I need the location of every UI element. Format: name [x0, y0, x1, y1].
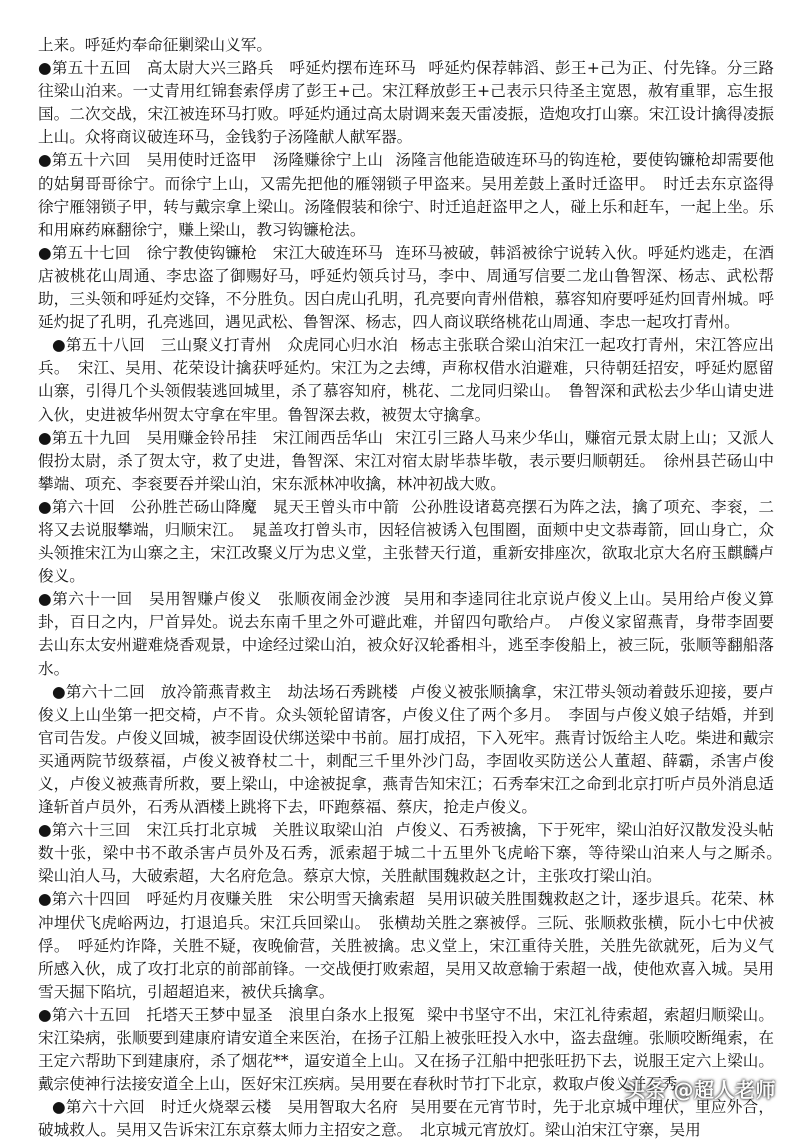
chapter-body: 吴用和李逵同往北京说卢俊义上山。吴用给卢俊义算卦，百日之内，尸首异处。说去东南千里之外可避此难，并留四句歌给卢。 卢俊义家留燕青，身带李固要去山东太安州避难烧香观景，中途经过梁山泊，被众好汉轮番相斗，逃至李俊船上，被三阮，张顺等翻船落水。: [38, 590, 774, 678]
chapter-body: 公孙胜设诸葛亮摆石为阵之法，擒了项充、李衮，二将又去说服攀端，归顺宋江。 晁盖攻打曾头市，因轻信被诱入包围圈，面颊中史文恭毒箭，回山身亡，众头领推宋江为山寨之主，宋江改聚义厅为忠义堂，主张替天行道，重新安排座次，欲取北京大名府玉麒麟卢俊义。: [38, 497, 774, 586]
chapter-paragraph: [38, 427, 774, 496]
chapter-body: 杨志主张联合梁山泊宋江一起攻打青州，宋江答应出兵。 宋江、吴用、花荣设计擒获呼延灼。宋江为之去缚，声称权借水泊避难，只待朝廷招安，呼延灼愿留山寨，引得几个头领假装逃回城里，杀了慕容知府，桃花、二龙同归梁山。 鲁智深和武松去少华山请史进入伙，史进被华州贺太守拿在牢里。鲁智深去救，被贺太守擒拿。: [38, 336, 774, 424]
chapter-paragraph: [38, 149, 774, 241]
bullet-icon: ●: [38, 497, 52, 516]
chapter-body: 卢俊义、石秀被擒，下于死牢，梁山泊好汉散发没头帖数十张，梁中书不敢杀害卢员外及石秀，派索超于城二十五里外飞虎峪下寨，等待梁山泊来人与之厮杀。 梁山泊人马，大破索超，大名府危急。蔡京大惊，关胜献围魏救赵之计，主张攻打梁山泊。: [38, 821, 790, 886]
chapter-paragraph: [38, 242, 774, 334]
bullet-icon: ●: [38, 59, 52, 78]
chapter-paragraph: [38, 681, 774, 820]
bullet-icon: ●: [38, 151, 52, 170]
intro-paragraph: 上来。呼延灼奉命征剿梁山义军。: [38, 36, 272, 54]
chapter-paragraph: [38, 57, 774, 149]
chapter-body: 连环马被破，韩滔被徐宁说转入伙。呼延灼逃走，在酒店被桃花山周通、李忠盗了御赐好马，呼延灼领兵讨马，李中、周通写信要二龙山鲁智深、杨志、武松帮助，三头领和呼延灼交锋，不分胜负。因白虎山孔明，孔亮要向青州借粮，慕容知府要呼延灼回青州城。呼延灼捉了孔明，孔亮逃回，遇见武松、鲁智深、杨志，四人商议联络桃花山周通、李忠一起攻打青州。: [38, 243, 774, 332]
chapter-title: 第五十六回 吴用使时迁盗甲 汤隆赚徐宁上山: [51, 151, 384, 170]
chapter-list: [38, 57, 790, 1142]
chapter-title: 第五十八回 三山聚义打青州 众虎同心归水泊: [65, 336, 399, 355]
chapter-body: 汤隆言他能造破连环马的钩连枪，要使钩镰枪却需要他的姑舅哥哥徐宁。而徐宁上山，又需先把他的雁翎锁子甲盗来。吴用差鼓上蚤时迁盗甲。 时迁去东京盗得徐宁雁翎锁子甲，转与戴宗拿上梁山。汤隆假装和徐宁、时迁追赶盗甲之人，碰上乐和赶车，一起上坐。乐和用麻药麻翻徐宁，赚上梁山，教习钩镰枪法。: [38, 151, 774, 239]
bullet-icon: ●: [52, 336, 66, 355]
chapter-title: 第五十五回 高太尉大兴三路兵 呼延灼摆布连环马: [51, 59, 417, 78]
chapter-title: 第六十回 公孙胜芒砀山降魔 晁天王曾头市中箭: [51, 497, 399, 516]
chapter-paragraph: [38, 888, 774, 1003]
chapter-title: 第六十三回 宋江兵打北京城 关胜议取梁山泊: [51, 821, 384, 840]
chapter-title: 第六十一回 吴用智赚卢俊义 张顺夜闹金沙渡: [52, 590, 391, 609]
chapter-title: 第六十五回 托塔天王梦中显圣 浪里白条水上报冤: [51, 1005, 415, 1024]
bullet-icon: ●: [38, 243, 52, 262]
chapter-title: 第六十六回 时迁火烧翠云楼 吴用智取大名府: [65, 1098, 399, 1117]
bullet-icon: ●: [38, 428, 52, 447]
chapter-body: 卢俊义被张顺擒拿，宋江带头领动着鼓乐迎接，要卢俊义上山坐第一把交椅，卢不肯。众头领轮留请客，卢俊义住了两个多月。 李固与卢俊义娘子结婚，并到官司告发。卢俊义回城，被李固设伏绑送梁中书前。屈打成招，下入死牢。燕青讨饭给主人吃。柴进和戴宗买通两院节级蔡福，卢俊义被脊杖二十，刺配三千里外沙门岛，李固收买防送公人董超、薛霸，杀害卢俊义，卢俊义被燕青所救，要上梁山，中途被捉拿，燕青告知宋江；石秀奉宋江之命到北京打听卢员外消息适逢斩首卢员外，石秀从酒楼上跳将下去，吓跑蔡福、蔡庆，抢走卢俊义。: [38, 682, 774, 817]
chapter-paragraph: [38, 334, 774, 426]
bullet-icon: ●: [52, 682, 66, 701]
chapter-body: 吴用要在元宵节时，先于北京城中埋伏，里应外合，破城救人。吴用又告诉宋江东京蔡太师力主招安之意。 北京城元宵放灯。梁山泊宋江守寨，吴用: [38, 1098, 774, 1140]
chapter-title: 第六十二回 放冷箭燕青救主 劫法场石秀跳楼: [65, 682, 399, 701]
chapter-title: 第五十七回 徐宁教使钩镰枪 宋江大破连环马: [51, 243, 384, 262]
bullet-icon: ●: [38, 590, 53, 609]
chapter-body: 吴用识破关胜围魏救赵之计，逐步退兵。花荣、林冲埋伏飞虎峪两边，打退追兵。宋江兵回梁山。 张横劫关胜之寨被俘。三阮、张顺救张横，阮小七中伏被俘。 呼延灼诈降，关胜不疑，夜晚偷营，关胜被擒。忠义堂上，宋江重待关胜，关胜先欲就死，后为义气所感入伙，成了攻打北京的前部前锋。一交战便打败索超，吴用又故意输于索超一战，使他欢喜入城。吴用雪天掘下陷坑，引超超追来，被伏兵擒拿。: [38, 890, 774, 1001]
chapter-paragraph: [38, 588, 774, 680]
chapter-title: 第六十四回 呼延灼月夜赚关胜 宋公明雪天擒索超: [51, 890, 415, 909]
bullet-icon: ●: [38, 890, 52, 909]
chapter-paragraph: [38, 496, 774, 588]
bullet-icon: ●: [38, 821, 52, 840]
chapter-title: 第五十九回 吴用赚金铃吊挂 宋江闹西岳华山: [51, 428, 384, 447]
document-page: [38, 34, 790, 1143]
bullet-icon: ●: [38, 1005, 52, 1024]
chapter-paragraph: [38, 1096, 774, 1142]
chapter-body: 梁中书坚守不出，宋江礼待索超，索超归顺梁山。宋江染病，张顺要到建康府请安道全来医治，在扬子江船上被张旺投入水中，盗去盘缠。张顺咬断绳索，在王定六帮助下到建康府，杀了烟花**，逼安道全上山。又在扬子江船中把张旺扔下去，说服王定六上梁山。戴宗使神行法接安道全上山，医好宋江疾病。吴用要在春秋时节打下北京，救取卢俊义并石秀。: [38, 1005, 774, 1094]
bullet-icon: ●: [52, 1098, 66, 1117]
chapter-paragraph: [38, 819, 790, 888]
watermark: 头条 @超人老师: [625, 1078, 776, 1102]
chapter-body: 宋江引三路人马来少华山，赚宿元景太尉上山；又派人假扮太尉，杀了贺太守，救了史进，鲁智深、宋江对宿太尉毕恭毕敬，表示要归顺朝廷。 徐州县芒砀山中攀端、项充、李衮要吞并梁山泊，宋东派林冲收擒，林冲初战大败。: [38, 428, 774, 493]
chapter-body: 呼延灼保荐韩滔、彭王+己为正、付先锋。分三路往梁山泊来。一丈青用红锦套索俘虏了彭王+己。宋江释放彭王+己表示只待圣主宽恩，赦宥重罪，忘生报国。二次交战，宋江被连环马打败。呼延灼通过高太尉调来轰天雷凌振，造炮攻打山寨。宋江设计擒得凌振上山。众将商议破连环马，金钱豹子汤隆献人献军器。: [38, 59, 774, 147]
